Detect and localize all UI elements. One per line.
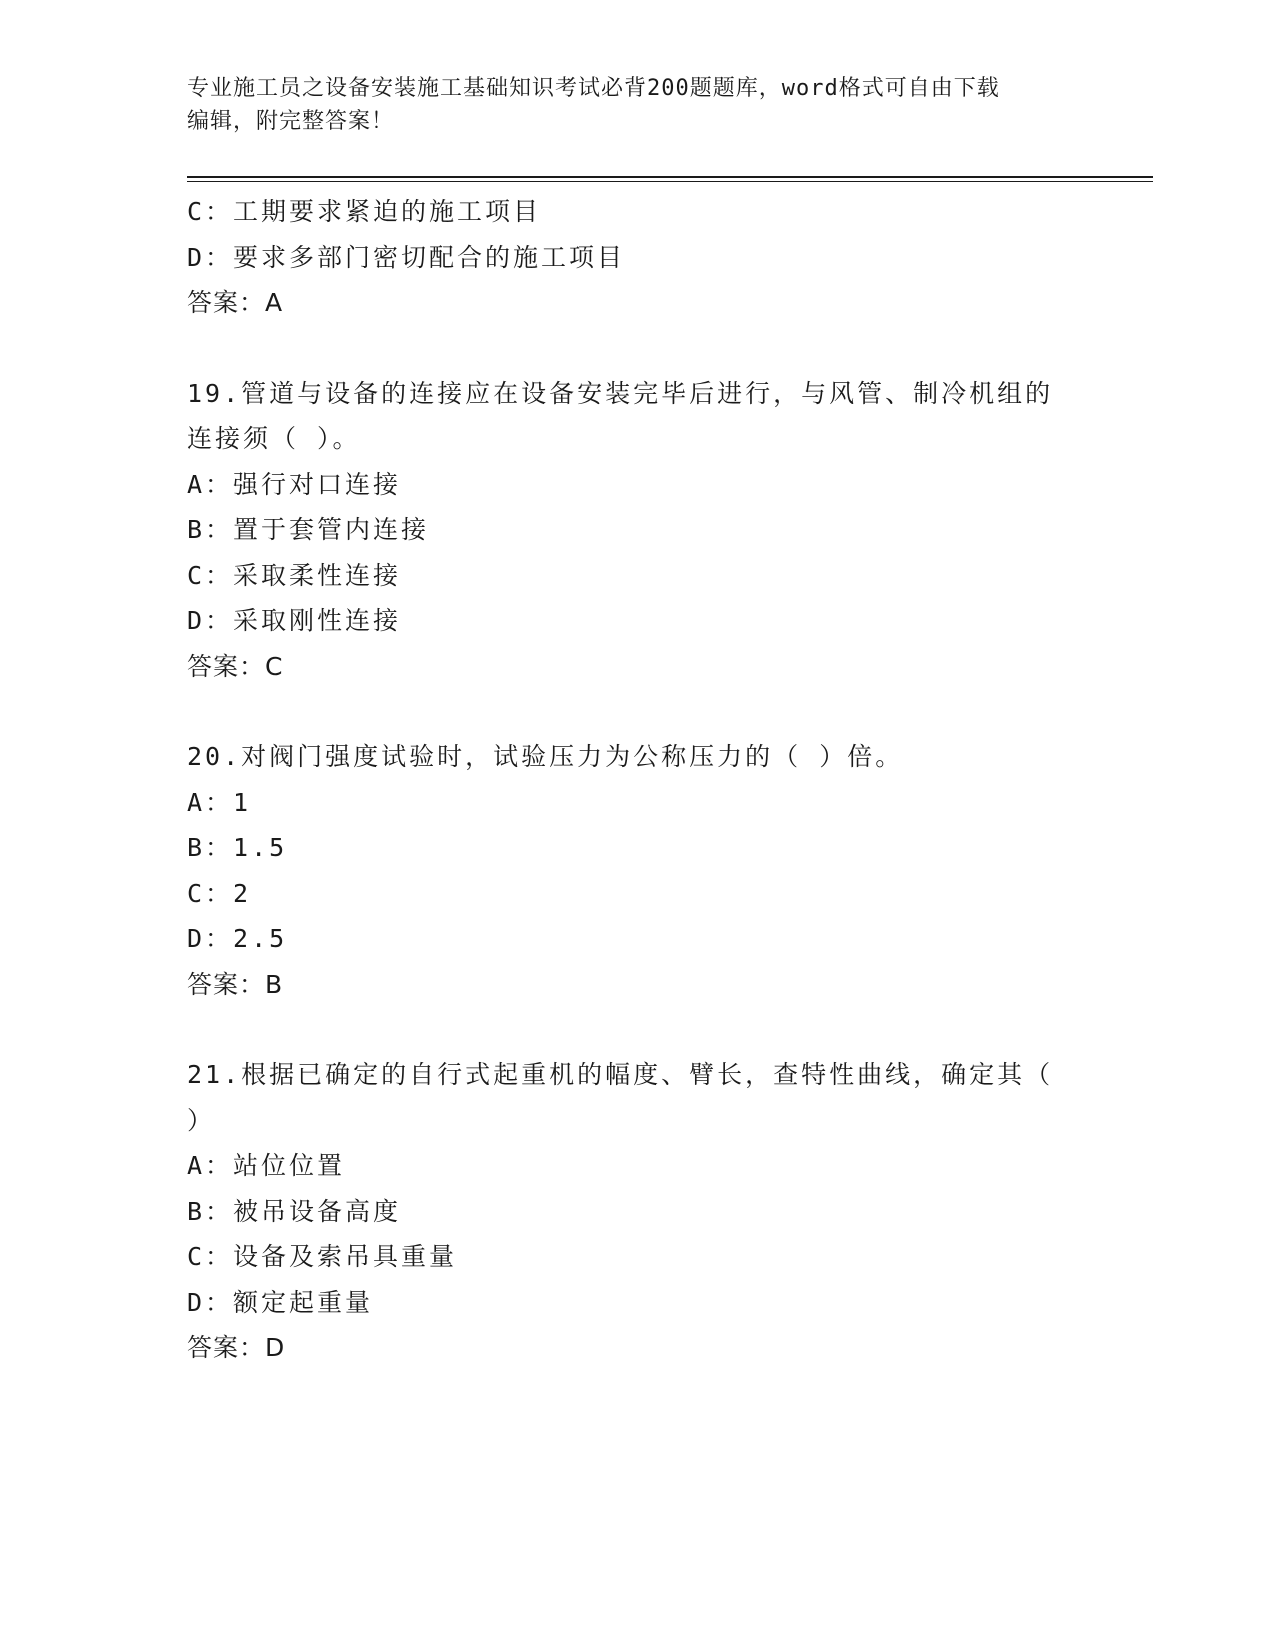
option-a: A：1 xyxy=(187,787,252,817)
question-stem-line1: 19.管道与设备的连接应在设备安装完毕后进行，与风管、制冷机组的 xyxy=(187,378,1054,408)
option-a: A：站位位置 xyxy=(187,1151,346,1180)
option-d: D：要求多部门密切配合的施工项目 xyxy=(187,242,626,272)
answer-line: 答案：A xyxy=(187,288,284,317)
option-c: C：设备及索吊具重量 xyxy=(187,1242,458,1271)
question-stem-line2: ） xyxy=(187,1105,216,1135)
option-a: A：强行对口连接 xyxy=(187,469,402,499)
answer-line: 答案：C xyxy=(187,651,284,681)
header-title-line2: 编辑，附完整答案！ xyxy=(187,109,395,134)
answer-line: 答案：B xyxy=(187,969,284,999)
question-stem-line1: 20.对阀门强度试验时，试验压力为公称压力的（ ）倍。 xyxy=(187,742,904,771)
option-b: B：置于套管内连接 xyxy=(187,515,430,544)
spacer xyxy=(187,1007,1087,1052)
option-b: B：1.5 xyxy=(187,833,288,862)
question-18-continuation xyxy=(187,189,1087,326)
header-divider-thin xyxy=(187,181,1153,182)
header-divider-thick xyxy=(187,176,1153,178)
answer-line: 答案：D xyxy=(187,1333,286,1362)
header-title-line1: 专业施工员之设备安装施工基础知识考试必背200题题库，word格式可自由下载 xyxy=(187,76,1000,101)
option-c: C：采取柔性连接 xyxy=(187,560,402,590)
option-c: C：2 xyxy=(187,878,252,908)
document-body xyxy=(187,189,1087,1371)
option-d: D：采取刚性连接 xyxy=(187,606,402,635)
spacer xyxy=(187,326,1087,371)
question-stem-line2: 连接须（ ）。 xyxy=(187,424,361,453)
question-21 xyxy=(187,1052,1087,1371)
question-20 xyxy=(187,734,1087,1007)
spacer xyxy=(187,689,1087,734)
question-19 xyxy=(187,371,1087,690)
document-header xyxy=(187,72,1087,138)
option-b: B：被吊设备高度 xyxy=(187,1196,402,1226)
option-d: D：2.5 xyxy=(187,924,288,953)
option-c: C：工期要求紧迫的施工项目 xyxy=(187,197,542,226)
option-d: D：额定起重量 xyxy=(187,1287,374,1317)
question-stem-line1: 21.根据已确定的自行式起重机的幅度、臂长，查特性曲线，确定其（ xyxy=(187,1060,1054,1089)
